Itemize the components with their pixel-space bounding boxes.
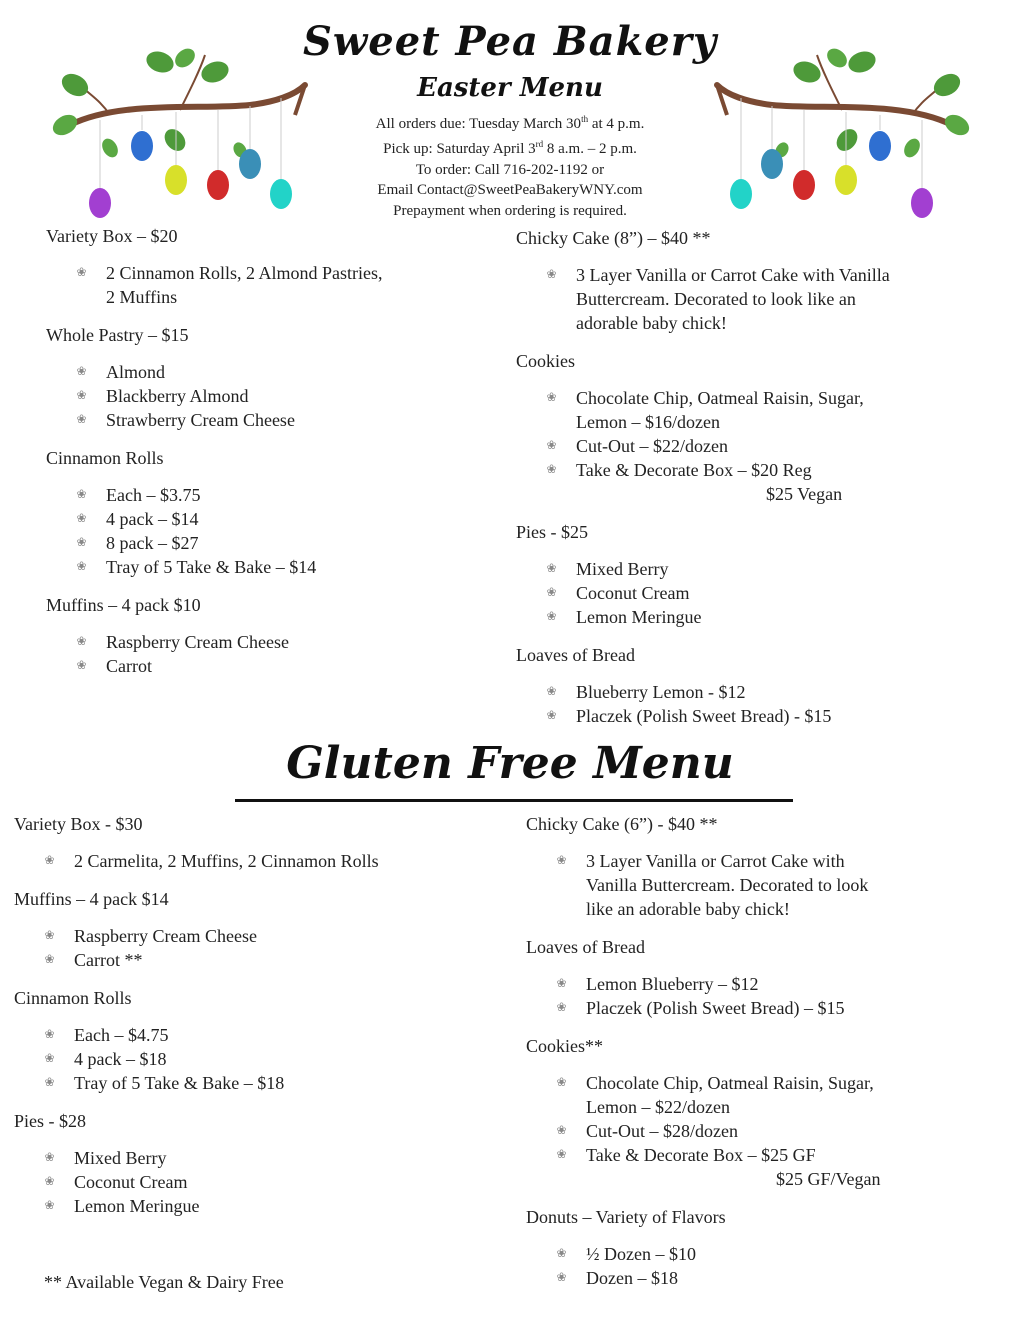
menu-item-text: Cut-Out – $22/dozen <box>576 436 728 456</box>
menu-item-text: Chocolate Chip, Oatmeal Raisin, Sugar, <box>586 1073 874 1093</box>
menu-item <box>14 1071 484 1095</box>
menu-item <box>46 261 486 285</box>
menu-item-text: Dozen – $18 <box>586 1268 678 1288</box>
menu-item <box>516 482 976 506</box>
section-heading-variety-box-30: Variety Box - $30 <box>14 814 143 834</box>
menu-item <box>516 680 976 704</box>
flower-bullet-icon <box>546 439 557 452</box>
gluten-free-right-column <box>526 812 986 1304</box>
order-info <box>0 109 1020 221</box>
menu-item <box>526 972 986 996</box>
menu-item-text: Lemon – $16/dozen <box>576 412 720 432</box>
menu-subtitle: Easter Menu <box>417 73 603 103</box>
flower-bullet-icon <box>44 854 55 867</box>
flower-bullet-icon <box>76 560 87 573</box>
menu-item <box>516 458 976 482</box>
menu-item-text: Placzek (Polish Sweet Bread) - $15 <box>576 706 832 726</box>
menu-item <box>516 557 976 581</box>
flower-bullet-icon <box>546 586 557 599</box>
menu-item <box>14 1146 484 1170</box>
menu-item-text: 8 pack – $27 <box>106 533 199 553</box>
menu-item <box>14 1047 484 1071</box>
menu-item-text: like an adorable baby chick! <box>586 899 790 919</box>
pickup-line: Pick up: Saturday April 3rd 8 a.m. – 2 p.m. <box>383 139 637 158</box>
menu-item <box>46 630 486 654</box>
menu-item-text: Tray of 5 Take & Bake – $14 <box>106 557 317 577</box>
menu-item-text: adorable baby chick! <box>576 313 727 333</box>
flower-bullet-icon <box>44 1151 55 1164</box>
menu-item <box>516 263 976 287</box>
menu-item <box>46 507 486 531</box>
menu-item <box>14 924 484 948</box>
menu-item-text: Take & Decorate Box – $25 GF <box>586 1145 816 1165</box>
menu-item <box>46 483 486 507</box>
section-heading-chicky-cake-6-40: Chicky Cake (6”) - $40 ** <box>526 814 718 834</box>
section-heading-pies-25: Pies - $25 <box>516 522 588 542</box>
flower-bullet-icon <box>556 1124 567 1137</box>
gluten-free-title: Gluten Free Menu <box>286 738 734 789</box>
menu-item-text: Blueberry Lemon - $12 <box>576 682 746 702</box>
flower-bullet-icon <box>546 562 557 575</box>
section-item-list <box>516 386 976 506</box>
section-heading-cinnamon-rolls: Cinnamon Rolls <box>46 448 164 468</box>
menu-item <box>46 408 486 432</box>
menu-item <box>526 1167 986 1191</box>
menu-item <box>516 434 976 458</box>
flower-bullet-icon <box>76 365 87 378</box>
menu-item-text: ½ Dozen – $10 <box>586 1244 696 1264</box>
menu-item-text: Take & Decorate Box – $20 Reg <box>576 460 812 480</box>
menu-item <box>14 1194 484 1218</box>
menu-item <box>526 1095 986 1119</box>
section-item-list <box>46 261 486 309</box>
flower-bullet-icon <box>76 512 87 525</box>
footnote: ** Available Vegan & Dairy Free <box>44 1272 284 1292</box>
section-item-list <box>516 557 976 629</box>
flower-bullet-icon <box>76 659 87 672</box>
menu-item-text: Lemon Meringue <box>576 607 702 627</box>
order-call-line: To order: Call 716-202-1192 or <box>415 161 605 178</box>
flower-bullet-icon <box>44 929 55 942</box>
menu-item <box>526 1242 986 1266</box>
flower-bullet-icon <box>76 488 87 501</box>
email-line: Email Contact@SweetPeaBakeryWNY.com <box>377 182 643 199</box>
section-item-list <box>14 924 484 972</box>
menu-item <box>516 605 976 629</box>
menu-item <box>14 948 484 972</box>
menu-item <box>526 1119 986 1143</box>
flower-bullet-icon <box>556 1148 567 1161</box>
flower-bullet-icon <box>76 536 87 549</box>
menu-item <box>526 1071 986 1095</box>
flower-bullet-icon <box>546 685 557 698</box>
flower-bullet-icon <box>44 1199 55 1212</box>
menu-item-text: Strawberry Cream Cheese <box>106 410 295 430</box>
menu-item-text: 2 Carmelita, 2 Muffins, 2 Cinnamon Rolls <box>74 851 379 871</box>
menu-item <box>14 849 484 873</box>
section-heading-loaves-of-bread: Loaves of Bread <box>516 645 635 665</box>
menu-item-text: Carrot <box>106 656 152 676</box>
menu-item <box>46 360 486 384</box>
menu-item-text: 2 Cinnamon Rolls, 2 Almond Pastries, <box>106 263 383 283</box>
menu-item-text: Tray of 5 Take & Bake – $18 <box>74 1073 285 1093</box>
menu-item-text: Each – $4.75 <box>74 1025 169 1045</box>
section-item-list <box>46 360 486 432</box>
menu-item <box>526 996 986 1020</box>
flower-bullet-icon <box>76 389 87 402</box>
menu-item-text: 4 pack – $14 <box>106 509 199 529</box>
menu-item-text: Blackberry Almond <box>106 386 249 406</box>
menu-item <box>516 704 976 728</box>
flower-bullet-icon <box>76 413 87 426</box>
menu-item-text: 3 Layer Vanilla or Carrot Cake with Vanilla <box>576 265 890 285</box>
menu-item-text: 2 Muffins <box>106 287 178 307</box>
orders-due-line: All orders due: Tuesday March 30th at 4 p.m. <box>375 114 645 132</box>
menu-item-text: Placzek (Polish Sweet Bread) – $15 <box>586 998 845 1018</box>
flower-bullet-icon <box>556 1247 567 1260</box>
menu-item-text: Vanilla Buttercream. Decorated to look <box>586 875 869 895</box>
menu-item-text: Raspberry Cream Cheese <box>74 926 257 946</box>
flower-bullet-icon <box>556 1271 567 1284</box>
section-heading-muffins-4-pack-10: Muffins – 4 pack $10 <box>46 595 201 615</box>
section-item-list <box>46 630 486 678</box>
section-heading-cinnamon-rolls: Cinnamon Rolls <box>14 988 132 1008</box>
section-heading-donuts-variety-of-flavors: Donuts – Variety of Flavors <box>526 1207 726 1227</box>
section-heading-cookies: Cookies** <box>526 1036 604 1056</box>
menu-item <box>46 285 486 309</box>
section-heading-chicky-cake-8-40: Chicky Cake (8”) – $40 ** <box>516 228 711 248</box>
menu-item-text: Chocolate Chip, Oatmeal Raisin, Sugar, <box>576 388 864 408</box>
flower-bullet-icon <box>44 953 55 966</box>
section-item-list <box>526 849 986 921</box>
menu-item <box>46 555 486 579</box>
menu-item <box>516 287 976 311</box>
section-heading-loaves-of-bread: Loaves of Bread <box>526 937 645 957</box>
flower-bullet-icon <box>546 709 557 722</box>
menu-item <box>526 849 986 873</box>
flower-bullet-icon <box>546 268 557 281</box>
menu-item-text: Mixed Berry <box>74 1148 167 1168</box>
menu-item <box>46 531 486 555</box>
flower-bullet-icon <box>556 977 567 990</box>
flower-bullet-icon <box>556 1001 567 1014</box>
gluten-free-left-column <box>14 812 484 1232</box>
menu-item-text: Cut-Out – $28/dozen <box>586 1121 738 1141</box>
section-item-list <box>516 263 976 335</box>
menu-item <box>14 1023 484 1047</box>
menu-item <box>526 1266 986 1290</box>
flower-bullet-icon <box>546 610 557 623</box>
menu-item <box>516 386 976 410</box>
menu-item <box>46 384 486 408</box>
section-heading-muffins-4-pack-14: Muffins – 4 pack $14 <box>14 889 169 909</box>
menu-item <box>46 654 486 678</box>
flower-bullet-icon <box>546 391 557 404</box>
flower-bullet-icon <box>546 463 557 476</box>
flower-bullet-icon <box>556 854 567 867</box>
menu-item-text: $25 GF/Vegan <box>776 1169 881 1189</box>
menu-item <box>516 410 976 434</box>
menu-item-text: Mixed Berry <box>576 559 669 579</box>
flower-bullet-icon <box>44 1175 55 1188</box>
menu-item-text: Each – $3.75 <box>106 485 201 505</box>
section-item-list <box>526 1242 986 1290</box>
menu-item-text: Raspberry Cream Cheese <box>106 632 289 652</box>
menu-item <box>526 1143 986 1167</box>
flower-bullet-icon <box>44 1052 55 1065</box>
menu-item-text: Coconut Cream <box>74 1172 188 1192</box>
flower-bullet-icon <box>44 1076 55 1089</box>
menu-item <box>516 581 976 605</box>
menu-item-text: Lemon Meringue <box>74 1196 200 1216</box>
section-item-list <box>516 680 976 728</box>
section-item-list <box>526 1071 986 1191</box>
section-item-list <box>14 849 484 873</box>
section-heading-whole-pastry-15: Whole Pastry – $15 <box>46 325 189 345</box>
section-item-list <box>526 972 986 1020</box>
flower-bullet-icon <box>76 266 87 279</box>
menu-item-text: Coconut Cream <box>576 583 690 603</box>
flower-bullet-icon <box>76 635 87 648</box>
section-item-list <box>14 1146 484 1218</box>
regular-menu-left-column <box>46 224 486 692</box>
menu-item <box>14 1170 484 1194</box>
menu-item-text: $25 Vegan <box>766 484 843 504</box>
menu-item-text: Lemon Blueberry – $12 <box>586 974 759 994</box>
section-heading-cookies: Cookies <box>516 351 576 371</box>
section-heading-variety-box-20: Variety Box – $20 <box>46 226 178 246</box>
menu-item <box>516 311 976 335</box>
page-title: Sweet Pea Bakery <box>302 18 718 65</box>
menu-item <box>526 873 986 897</box>
menu-item <box>526 897 986 921</box>
menu-item-text: 3 Layer Vanilla or Carrot Cake with <box>586 851 845 871</box>
regular-menu-right-column <box>516 226 976 742</box>
menu-item-text: Lemon – $22/dozen <box>586 1097 730 1117</box>
flower-bullet-icon <box>44 1028 55 1041</box>
section-item-list <box>46 483 486 579</box>
menu-item-text: Carrot ** <box>74 950 143 970</box>
gluten-free-divider <box>235 799 793 802</box>
prepay-line: Prepayment when ordering is required. <box>393 202 627 219</box>
section-item-list <box>14 1023 484 1095</box>
menu-item-text: 4 pack – $18 <box>74 1049 167 1069</box>
menu-item-text: Almond <box>106 362 166 382</box>
flower-bullet-icon <box>556 1076 567 1089</box>
menu-item-text: Buttercream. Decorated to look like an <box>576 289 856 309</box>
section-heading-pies-28: Pies - $28 <box>14 1111 86 1131</box>
